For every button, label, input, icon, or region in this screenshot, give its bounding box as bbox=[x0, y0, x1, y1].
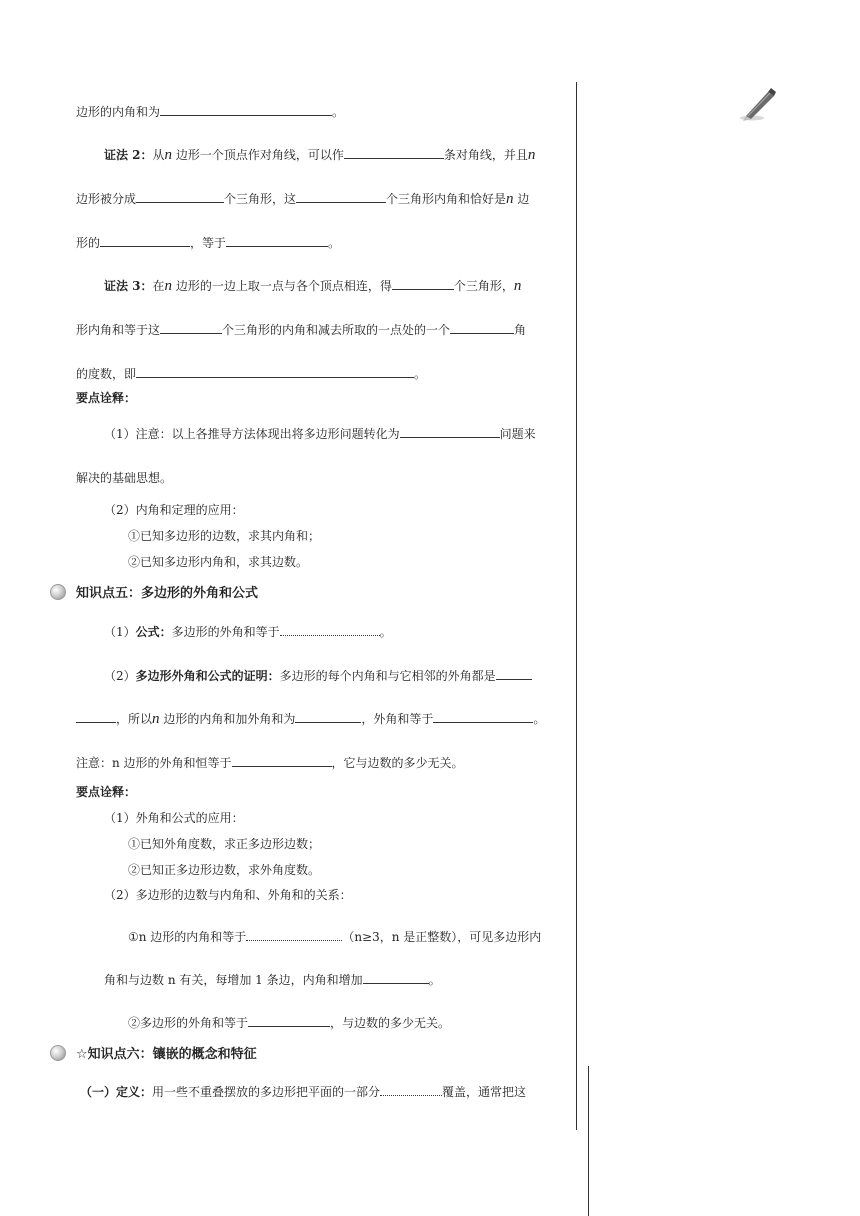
line-text: 边形被分成 bbox=[76, 192, 137, 206]
text-line bbox=[128, 1015, 450, 1031]
line-text: 个三角形内角和恰好是 bbox=[386, 192, 507, 206]
line-text: 。 bbox=[332, 105, 345, 119]
text-line: ①已知多边形的边数，求其内角和； bbox=[128, 529, 321, 543]
line-text: ①n 边形的内角和等于 bbox=[128, 930, 247, 944]
answer-blank[interactable] bbox=[76, 711, 116, 723]
line-text: 。 bbox=[533, 712, 546, 726]
text-line bbox=[104, 972, 441, 988]
answer-blank[interactable] bbox=[160, 322, 222, 334]
text-line bbox=[76, 191, 529, 207]
text-line bbox=[76, 104, 344, 120]
section-heading-6 bbox=[50, 1043, 257, 1062]
text-line: ①已知外角度数，求正多边形边数； bbox=[128, 837, 321, 851]
sphere-bullet-icon bbox=[50, 1045, 66, 1061]
line-text: ②多边形的外角和等于 bbox=[128, 1016, 249, 1030]
line-text: ，它与边数的多少无关。 bbox=[331, 756, 464, 770]
line-text: ，等于 bbox=[190, 236, 227, 250]
line-text: 的度数，即 bbox=[76, 367, 137, 381]
answer-blank[interactable] bbox=[136, 366, 414, 378]
line-text: 边形一个顶点作对角线，可以作 bbox=[172, 148, 344, 162]
line-text: 边形的一边上取一点与各个顶点相连，得 bbox=[172, 279, 392, 293]
line-text: 注意：n 边形的外角和恒等于 bbox=[76, 756, 232, 770]
line-text: 多边形的外角和等于 bbox=[171, 625, 280, 639]
line-text: （1） bbox=[104, 625, 136, 639]
line-text: （n≥3，n 是正整数），可见多边形内 bbox=[342, 930, 542, 944]
sphere-bullet-icon bbox=[50, 584, 66, 600]
bold-label: 公式： bbox=[135, 625, 172, 639]
line-text: 从 bbox=[152, 148, 165, 162]
line-text: 。 bbox=[428, 973, 441, 987]
answer-blank[interactable] bbox=[232, 755, 332, 767]
variable-n: n bbox=[506, 191, 514, 207]
line-text: 边形的内角和为 bbox=[76, 105, 161, 119]
text-line: （2）多边形的边数与内角和、外角和的关系： bbox=[104, 888, 352, 902]
variable-n: n bbox=[513, 278, 522, 294]
heading-text: ☆知识点六：镶嵌的概念和特征 bbox=[76, 1047, 257, 1062]
line-text: 。 bbox=[328, 236, 341, 250]
text-line bbox=[104, 426, 536, 442]
line-text: 边 bbox=[513, 192, 530, 206]
text-line bbox=[128, 929, 541, 945]
line-text: ，与边数的多少无关。 bbox=[330, 1016, 451, 1030]
line-text: 。 bbox=[414, 367, 427, 381]
answer-blank[interactable] bbox=[380, 1084, 442, 1096]
bold-label: 多边形外角和公式的证明： bbox=[135, 669, 280, 683]
text-line bbox=[80, 1084, 526, 1100]
text-line bbox=[104, 624, 392, 640]
text-line bbox=[104, 147, 535, 163]
heading-text: 知识点五：多边形的外角和公式 bbox=[76, 586, 259, 601]
text-line: ②已知多边形内角和，求其边数。 bbox=[128, 555, 309, 569]
line-text: 覆盖，通常把这 bbox=[442, 1085, 527, 1099]
answer-blank[interactable] bbox=[296, 191, 386, 203]
line-text: 条对角线，并且 bbox=[443, 148, 528, 162]
proof-label: 证法 3： bbox=[104, 279, 153, 293]
bold-label: （一） bbox=[80, 1085, 117, 1099]
answer-blank[interactable] bbox=[248, 1015, 330, 1027]
answer-blank[interactable] bbox=[226, 235, 328, 247]
answer-blank[interactable] bbox=[160, 104, 332, 116]
line-text: 多边形的每个内角和与它相邻的外角都是 bbox=[279, 669, 496, 683]
text-line bbox=[76, 366, 426, 382]
answer-blank[interactable] bbox=[280, 624, 380, 636]
line-text: 用一些不重叠摆放的多边形把平面的一部分 bbox=[152, 1085, 381, 1099]
text-line bbox=[76, 322, 526, 338]
line-text: 形的 bbox=[76, 236, 101, 250]
line-text: 边形的内角和加外角和为 bbox=[159, 712, 296, 726]
variable-n: n bbox=[164, 278, 173, 294]
line-text: 个三角形，这 bbox=[224, 192, 297, 206]
line-text: 角和与边数 n 有关，每增加 1 条边，内角和增加 bbox=[104, 973, 363, 987]
answer-blank[interactable] bbox=[496, 668, 532, 680]
answer-blank[interactable] bbox=[392, 278, 454, 290]
text-line bbox=[76, 235, 340, 251]
proof-label: 证法 2： bbox=[104, 148, 153, 162]
answer-blank[interactable] bbox=[295, 711, 361, 723]
answer-blank[interactable] bbox=[450, 322, 514, 334]
text-line bbox=[76, 711, 545, 727]
variable-n: n bbox=[527, 147, 536, 163]
text-line: 解决的基础思想。 bbox=[76, 471, 173, 485]
key-points-title: 要点诠释： bbox=[76, 391, 137, 405]
answer-blank[interactable] bbox=[100, 235, 190, 247]
line-text: 问题来 bbox=[499, 427, 536, 441]
answer-blank[interactable] bbox=[433, 711, 533, 723]
variable-n: n bbox=[164, 147, 173, 163]
text-line: （1）外角和公式的应用： bbox=[104, 811, 244, 825]
line-text: 个三角形， bbox=[453, 279, 514, 293]
pen-icon bbox=[738, 86, 778, 122]
line-text: 。 bbox=[379, 625, 392, 639]
text-line: ②已知正多边形边数，求外角度数。 bbox=[128, 863, 321, 877]
line-text: 在 bbox=[152, 279, 165, 293]
line-text: 个三角形的内角和减去所取的一点处的一个 bbox=[222, 323, 451, 337]
line-text: 形内角和等于这 bbox=[76, 323, 161, 337]
margin-rule-top bbox=[576, 82, 577, 1130]
key-points-title: 要点诠释： bbox=[76, 785, 137, 799]
line-text: （1）注意：以上各推导方法体现出将多边形问题转化为 bbox=[104, 427, 400, 441]
variable-n: n bbox=[152, 711, 160, 727]
text-line bbox=[104, 278, 521, 294]
bold-label: 定义： bbox=[116, 1085, 153, 1099]
section-heading-5 bbox=[50, 582, 258, 601]
line-text: ，所以 bbox=[116, 712, 153, 726]
line-text: 角 bbox=[514, 323, 527, 337]
answer-blank[interactable] bbox=[246, 929, 342, 941]
answer-blank[interactable] bbox=[400, 426, 500, 438]
answer-blank[interactable] bbox=[136, 191, 224, 203]
line-text: ，外角和等于 bbox=[361, 712, 434, 726]
answer-blank[interactable] bbox=[344, 147, 444, 159]
text-line bbox=[104, 668, 532, 684]
line-text: （2） bbox=[104, 669, 136, 683]
margin-rule-bottom bbox=[588, 1066, 589, 1216]
text-line: （2）内角和定理的应用： bbox=[104, 503, 244, 517]
text-line bbox=[76, 755, 464, 771]
answer-blank[interactable] bbox=[363, 972, 429, 984]
